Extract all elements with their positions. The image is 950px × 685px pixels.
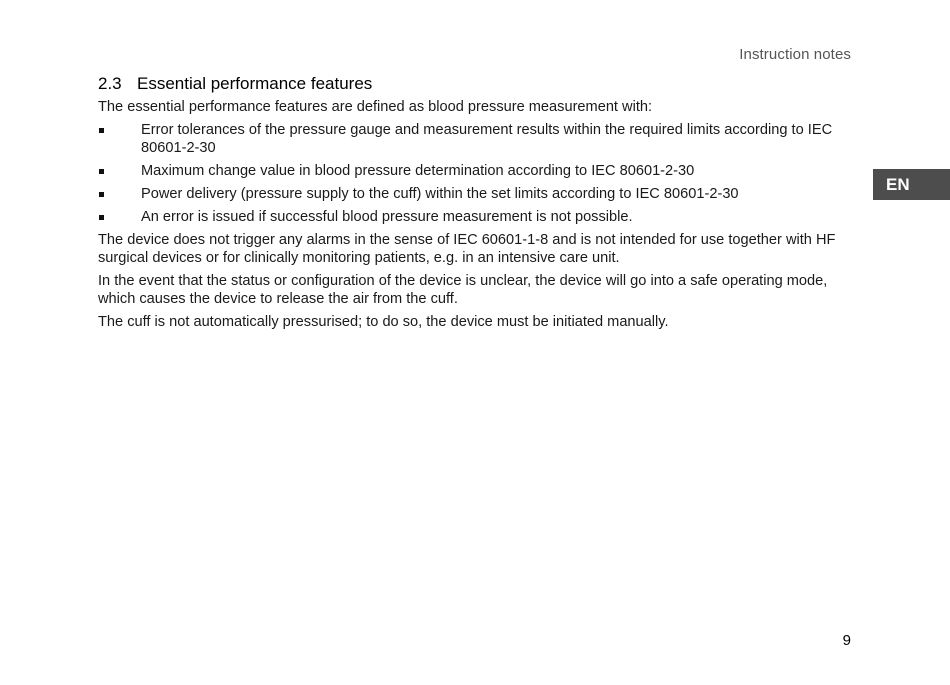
section-title: Essential performance features [137,74,373,93]
bullet-square-icon [99,128,104,133]
language-tab: EN [873,169,950,200]
list-item [98,121,854,157]
list-item [98,185,854,203]
bullet-square-icon [99,215,104,220]
running-header: Instruction notes [739,46,851,63]
list-item-text: Maximum change value in blood pressure determination according to IEC 80601-2-30 [141,163,695,179]
page-content [98,73,854,336]
list-item-text: An error is issued if successful blood pressure measurement is not possible. [141,209,633,225]
section-number: 2.3 [98,74,122,93]
list-item-text: Error tolerances of the pressure gauge and measurement results within the required limits according to IEC 80601-2-30 [141,122,833,156]
intro-paragraph: The essential performance features are defined as blood pressure measurement with: [98,99,653,115]
body-paragraph: In the event that the status or configuration of the device is unclear, the device will go into a safe operating mode, which causes the device to release the air from the cuff. [98,273,828,307]
section-heading [98,73,854,95]
bullet-square-icon [99,192,104,197]
bullet-square-icon [99,169,104,174]
body-paragraph: The device does not trigger any alarms in the sense of IEC 60601-1-8 and is not intended for use together with HF surgical devices or for clinically monitoring patients, e.g. in an intensive care unit. [98,232,836,266]
feature-list [98,121,854,226]
body-paragraph: The cuff is not automatically pressurised; to do so, the device must be initiated manually. [98,314,669,330]
list-item-text: Power delivery (pressure supply to the cuff) within the set limits according to IEC 80601-2-30 [141,186,739,202]
list-item [98,208,854,226]
list-item [98,162,854,180]
page-number: 9 [842,632,851,649]
